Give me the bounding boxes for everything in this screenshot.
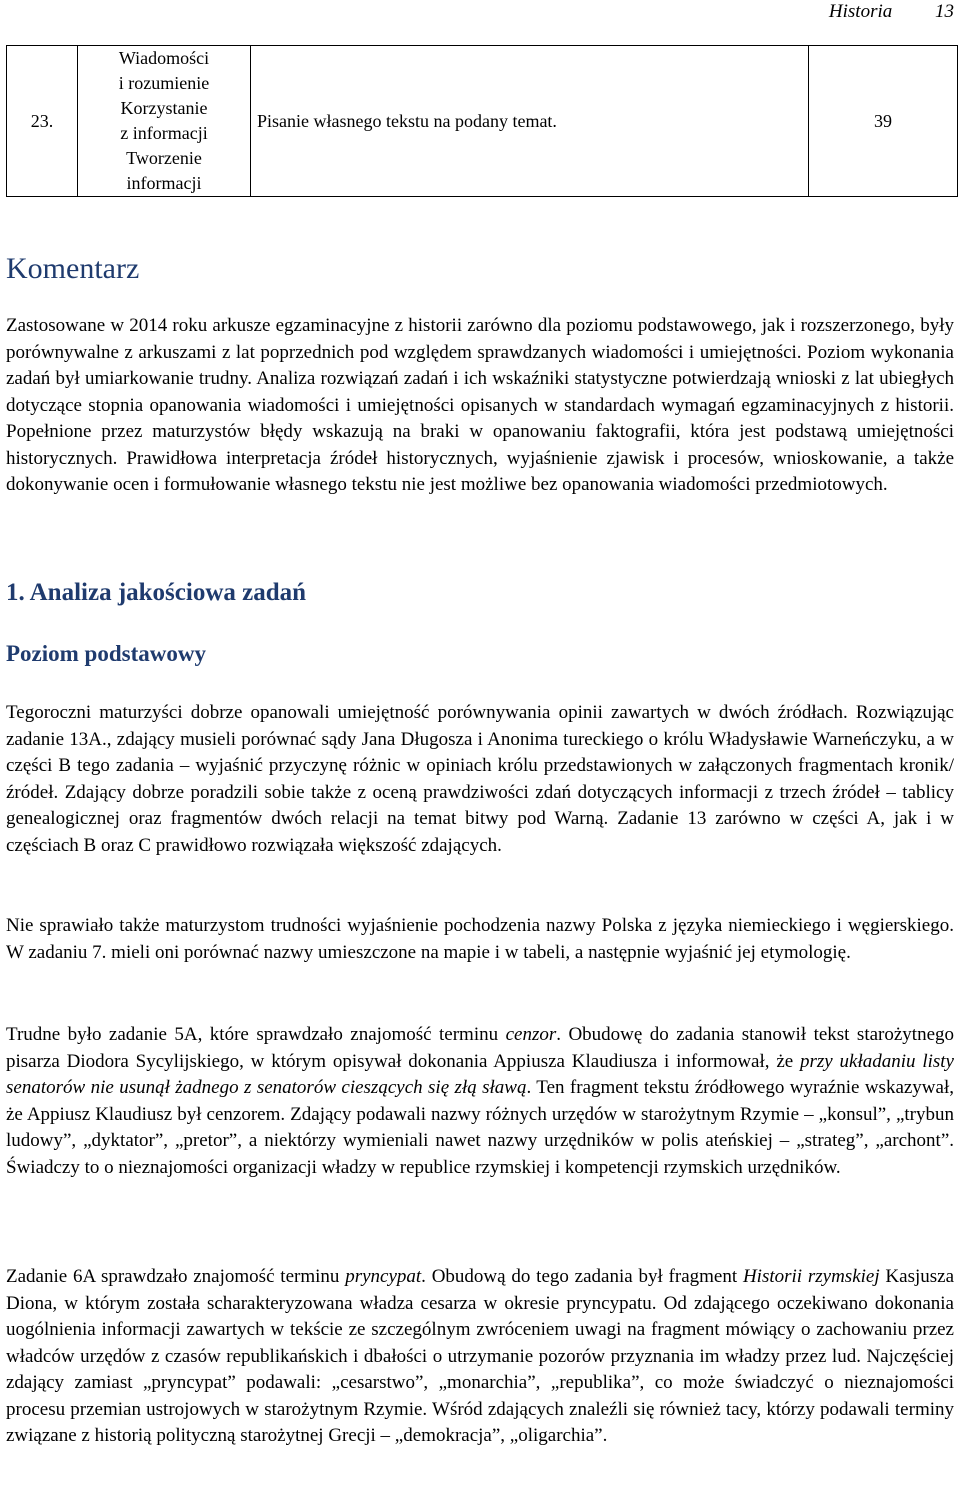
text-span: Zastosowane w 2014 roku arkusze egzaminacyjne z historii zarówno dla poziomu podstawowego, jak i rozszerzonego, były porównywalne z arkuszami z lat poprzednich pod względem sprawdzanych wiadomości i umiejętności. Poziom wykonania zadań był umiarkowanie trudny.	[6, 315, 954, 389]
text-span: Prawidłowa interpretacja źródeł historycznych, wyjaśnienie zjawisk i procesów, wnioskowanie, a także dokonywanie ocen i formułowanie własnego tekstu nie jest możliwe bez opanowania wiadomości przedmiotowych.	[6, 447, 954, 495]
term-italic: cenzor	[505, 1024, 557, 1045]
text-span: . Ten fragment tekstu źródłowego wyraźnie wskazywał, że Appiusz Klaudiusz był cenzorem. Zdający podawali nazwy różnych urzędów w starożytnym Rzymie – „konsul”, „trybun ludowy”, „dyktator”, „pretor”, a niektórzy wymieniali nawet nazwy urzędników w polis ateńskiej – „strateg”, „archont”. Świadczy to o nieznajomości organizacji władzy w republice rzymskiej i kompetencji rzymskich urzędników.	[6, 1077, 954, 1178]
text-span: Trudne było zadanie 5A, które sprawdzało znajomość terminu	[6, 1024, 499, 1045]
text-span: . Obudowę do zadania stanowił tekst starożytnego pisarza Diodora Sycylijskiego, w którym opisywał dokonania Appiusza Klaudiusza i informował, że	[6, 1024, 954, 1072]
running-header	[829, 1, 954, 23]
section-title: Analiza jakościowa zadań	[29, 579, 307, 606]
task-number: 23.	[7, 46, 78, 197]
text-span: Analiza rozwiązań zadań i ich wskaźniki statystyczne potwierdzają wnioski z lat ubiegłych dotyczące stopnia opanowania wiadomości i umiejętności opisanych w standardach wymagań egzaminacyjnych z historii.	[6, 368, 955, 416]
paragraph-comparison	[6, 700, 954, 859]
text-span: W zadaniu 7. mieli oni porównać nazwy umieszczone na mapie i w tabeli, a następnie wyjaśnić jej etymologię.	[6, 941, 851, 963]
paragraph-pryncypat	[6, 1264, 954, 1450]
komentarz-heading: Komentarz	[6, 252, 140, 285]
section-heading	[6, 578, 306, 608]
skills-cell	[78, 46, 251, 197]
text-span: Tegoroczni maturzyści dobrze opanowali umiejętność porównywania opinii zawartych w dwóch źródłach. Rozwiązując zadanie 13A., zdający musieli porównać sądy Jana Długosza i Anonima tureckiego o królu Władysławie Warneńczyku, a w części B tego zadania – wyjaśnić przyczynę różnic w opiniach królu przedstawionych w załączonych fragmentach kronik/źródeł.	[6, 702, 954, 803]
text-span: . Obudową do tego zadania był fragment	[421, 1266, 738, 1287]
skill-line: Korzystanie	[120, 98, 208, 118]
quote-italic: przy układaniu listy senatorów nie usunął żadnego z senatorów cieszących się złą sławą	[6, 1050, 954, 1098]
section-number: 1.	[6, 579, 25, 606]
skill-line: informacji	[126, 173, 202, 193]
paragraph-polska	[6, 913, 954, 966]
skill-line: i rozumienie	[118, 73, 210, 93]
task-table	[6, 45, 958, 197]
text-span: Popełnione przez maturzystów błędy wskazują na braki w opanowaniu faktografii, która jest podstawą umiejętności historycznych.	[6, 421, 954, 469]
level-heading: Poziom podstawowy	[6, 641, 206, 666]
text-span: Kasjusza Diona, w którym została scharakteryzowana władza cesarza w okresie pryncypatu. Od zdającego oczekiwano dokonania uogólnienia informacji zawartych w tekście ze szczególnym zwróceniem uwagi na fragment mówiący o zachowaniu przez władców urzędów z czasów republikańskich i dbałości o utrzymanie pozorów przyznania im władzy przez lud. Najczęściej zdający zamiast „pryncypat” podawali: „cesarstwo”, „monarchia”, „republika”, co może świadczyć o nieznajomości procesu przemian ustrojowych w starożytnym Rzymie. Wśród zdających znaleźli się również tacy, którzy podawali terminy związane z historią polityczną starożytnej Grecji – „demokracja”, „oligarchia”.	[6, 1266, 955, 1446]
page-number: 13	[935, 1, 954, 22]
term-italic: pryncypat	[345, 1266, 422, 1287]
table-row	[7, 46, 958, 197]
text-span: Zadanie 13 zarówno w części A, jak i w częściach B oraz C prawidłowo rozwiązała większość zdających.	[6, 808, 954, 856]
text-span: Zdający dobrze poradzili sobie także z oceną prawdziwości zdań dotyczących informacji z trzech źródeł – tablicy genealogicznej oraz fragmentów dwóch relacji na temat bitwy pod Warną.	[6, 781, 954, 829]
text-span: Nie sprawiało także maturzystom trudności wyjaśnienie pochodzenia nazwy Polska z języka niemieckiego i węgierskiego.	[6, 915, 954, 936]
komentarz-paragraph	[6, 313, 954, 499]
text-span: Zadanie 6A sprawdzało znajomość terminu	[6, 1266, 340, 1287]
work-title-italic: Historii rzymskiej	[742, 1266, 880, 1287]
skill-line: z informacji	[120, 123, 208, 143]
skill-line: Tworzenie	[126, 148, 202, 168]
task-description: Pisanie własnego tekstu na podany temat.	[251, 46, 809, 197]
task-score: 39	[809, 46, 958, 197]
section-name: Historia	[828, 1, 893, 22]
paragraph-cenzor	[6, 1022, 954, 1181]
skill-line: Wiadomości	[118, 48, 210, 68]
